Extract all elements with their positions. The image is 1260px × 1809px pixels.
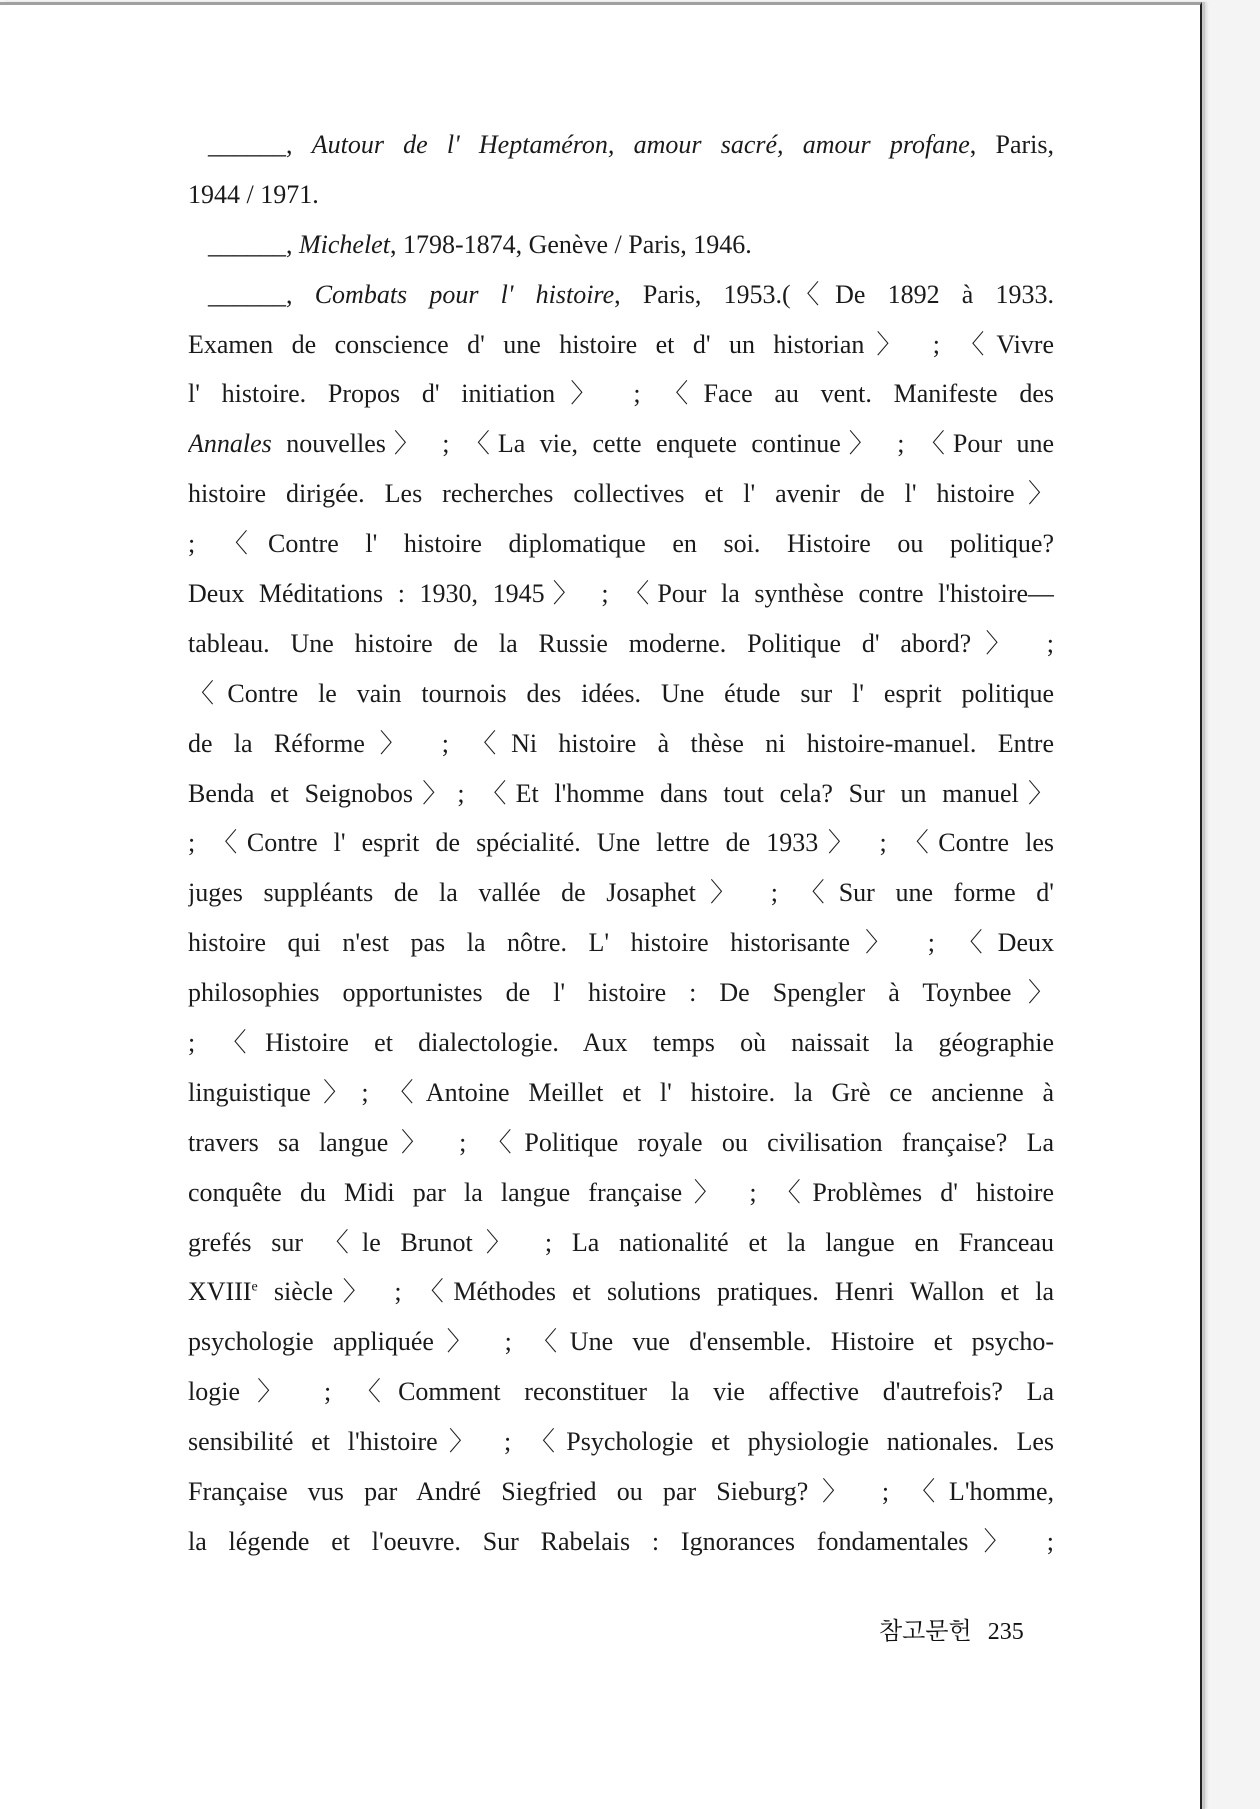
- text-segment: logie〉 ; 〈Comment reconstituer la vie affective d'autrefois? La: [188, 1377, 1054, 1407]
- text-segment: travers sa langue〉 ; 〈Politique royale ou civilisation française? La: [188, 1127, 1054, 1157]
- text-line: [188, 369, 1054, 419]
- bibliography-text: [188, 120, 1054, 1567]
- text-segment: conquête du Midi par la langue française〉 ; 〈Problèmes d' histoire: [188, 1177, 1054, 1207]
- text-segment: la légende et l'oeuvre. Sur Rabelais : Ignorances fondamentales〉 ;: [188, 1526, 1054, 1556]
- text-line: [188, 1218, 1054, 1268]
- italic-title: Michelet: [299, 229, 390, 259]
- text-segment: juges suppléants de la vallée de Josaphet〉 ; 〈Sur une forme d': [188, 878, 1054, 908]
- text-segment: tableau. Une histoire de la Russie moderne. Politique d' abord?〉 ;: [188, 628, 1054, 658]
- text-line: [188, 1018, 1054, 1068]
- text-segment: philosophies opportunistes de l' histoire : De Spengler à Toynbee〉: [188, 978, 1054, 1008]
- text-segment: histoire dirigée. Les recherches collectives et l' avenir de l' histoire〉: [188, 479, 1054, 509]
- text-line: [188, 1267, 1054, 1317]
- text-segment: ; 〈Contre l' histoire diplomatique en soi. Histoire ou politique?: [188, 529, 1054, 559]
- text-segment: 〈Contre le vain tournois des idées. Une étude sur l' esprit politique: [188, 678, 1054, 708]
- text-segment: sensibilité et l'histoire〉 ; 〈Psychologie et physiologie nationales. Les: [188, 1427, 1054, 1457]
- text-segment: , Paris, 1953.(〈De 1892 à 1933.: [614, 279, 1054, 309]
- italic-title: Combats pour l' histoire: [314, 279, 615, 309]
- text-line: [188, 320, 1054, 370]
- text-line: [188, 1168, 1054, 1218]
- text-line: [188, 220, 1054, 270]
- text-segment: Examen de conscience d' une histoire et d' un historian〉 ; 〈Vivre: [188, 329, 1054, 359]
- text-segment: grefés sur 〈le Brunot〉 ; La nationalité et la langue en Franceau: [188, 1227, 1054, 1257]
- text-segment: ______,: [208, 229, 299, 259]
- italic-title: Autour de l' Heptaméron, amour sacré, amour profane: [311, 130, 970, 159]
- text-segment: psychologie appliquée〉 ; 〈Une vue d'ensemble. Histoire et psycho-: [188, 1327, 1054, 1357]
- text-line: [188, 1367, 1054, 1417]
- text-line: [188, 619, 1054, 669]
- text-line: [188, 120, 1054, 170]
- text-segment: ; 〈Histoire et dialectologie. Aux temps où naissait la géographie: [188, 1028, 1054, 1058]
- text-segment: ______,: [208, 130, 312, 159]
- text-segment: Française vus par André Siegfried ou par Sieburg?〉 ; 〈L'homme,: [188, 1477, 1054, 1507]
- text-line: [188, 569, 1054, 619]
- page-number: 235: [987, 1619, 1024, 1645]
- text-segment: XVIII: [188, 1277, 252, 1307]
- text-line: [188, 1517, 1054, 1567]
- text-segment: 1944 / 1971.: [188, 179, 319, 209]
- text-segment: linguistique〉; 〈Antoine Meillet et l' histoire. la Grè ce ancienne à: [188, 1077, 1054, 1107]
- text-segment: e: [251, 1279, 258, 1295]
- text-segment: ______,: [208, 279, 315, 309]
- text-segment: ; 〈Contre l' esprit de spécialité. Une lettre de 1933〉 ; 〈Contre les: [188, 828, 1054, 858]
- text-line: [188, 1417, 1054, 1467]
- text-segment: Benda et Seignobos〉; 〈Et l'homme dans tout cela? Sur un manuel〉: [188, 778, 1054, 808]
- text-line: [188, 1068, 1054, 1118]
- text-line: [188, 669, 1054, 719]
- text-line: [188, 270, 1054, 320]
- text-segment: l' histoire. Propos d' initiation〉 ; 〈Face au vent. Manifeste des: [188, 379, 1054, 409]
- document-page: [0, 2, 1202, 1809]
- text-line: [188, 1467, 1054, 1517]
- text-segment: nouvelles〉 ; 〈La vie, cette enquete continue〉 ; 〈Pour une: [271, 429, 1054, 459]
- text-segment: histoire qui n'est pas la nôtre. L' histoire historisante〉 ; 〈Deux: [188, 928, 1054, 958]
- text-line: [188, 170, 1054, 220]
- text-segment: de la Réforme〉 ; 〈Ni histoire à thèse ni histoire-manuel. Entre: [188, 728, 1054, 758]
- text-segment: Deux Méditations : 1930, 1945〉 ; 〈Pour la synthèse contre l'histoire—: [188, 579, 1054, 609]
- italic-title: Annales: [188, 429, 272, 459]
- text-line: [188, 868, 1054, 918]
- text-line: [188, 419, 1054, 469]
- text-line: [188, 719, 1054, 769]
- page-footer: [879, 1611, 1024, 1646]
- text-line: [188, 769, 1054, 819]
- text-line: [188, 1317, 1054, 1367]
- text-segment: , Paris,: [969, 130, 1054, 159]
- running-footer-section: 참고문헌: [879, 1619, 972, 1645]
- text-line: [188, 1118, 1054, 1168]
- text-line: [188, 519, 1054, 569]
- text-segment: siècle〉 ; 〈Méthodes et solutions pratiques. Henri Wallon et la: [257, 1277, 1054, 1307]
- text-line: [188, 469, 1054, 519]
- text-line: [188, 818, 1054, 868]
- text-line: [188, 968, 1054, 1018]
- text-line: [188, 918, 1054, 968]
- text-segment: , 1798-1874, Genève / Paris, 1946.: [389, 229, 752, 259]
